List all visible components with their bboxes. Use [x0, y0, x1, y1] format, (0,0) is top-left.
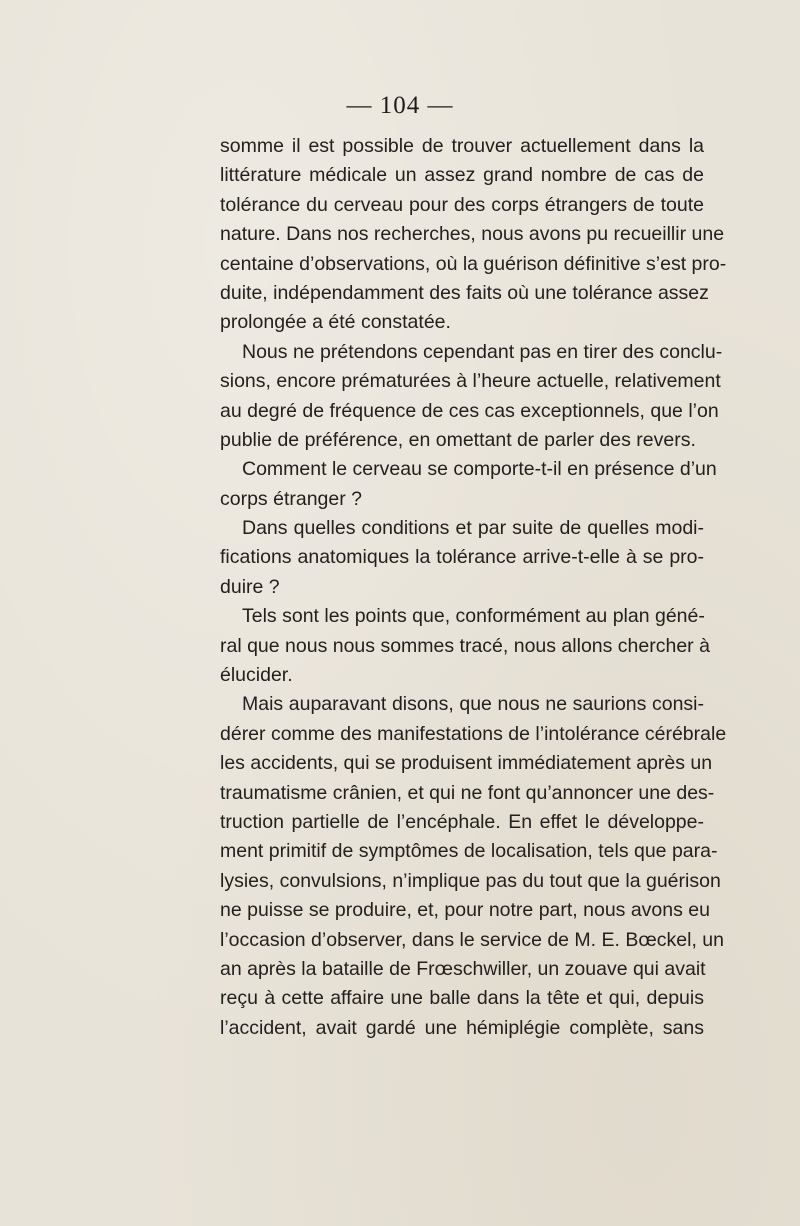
- text-line: nature. Dans nos recherches, nous avons pu recueillir une: [220, 223, 725, 246]
- text-line: tolérance du cerveau pour des corps étrangers de toute: [220, 193, 704, 216]
- text-line: truction partielle de l’encéphale. En effet le développe-: [220, 810, 704, 833]
- text-line: ne puisse se produire, et, pour notre part, nous avons eu: [220, 899, 710, 922]
- paragraph-start-line: Comment le cerveau se comporte-t-il en présence d’un: [242, 458, 717, 481]
- text-line: dérer comme des manifestations de l’intolérance cérébrale: [220, 722, 727, 745]
- page-number: — 104 —: [346, 92, 454, 119]
- body-text: [220, 132, 727, 1043]
- text-line: centaine d’observations, où la guérison définitive s’est pro-: [220, 252, 727, 275]
- text-line: l’occasion d’observer, dans le service de M. E. Bœckel, un: [220, 928, 724, 951]
- text-line: corps étranger ?: [220, 487, 362, 510]
- text-line: reçu à cette affaire une balle dans la tête et qui, depuis: [220, 987, 704, 1010]
- text-line: duite, indépendamment des faits où une tolérance assez: [220, 281, 709, 304]
- text-line: l’accident, avait gardé une hémiplégie complète, sans: [220, 1016, 704, 1039]
- text-line: lysies, convulsions, n’implique pas du tout que la guérison: [220, 869, 721, 892]
- text-line: littérature médicale un assez grand nombre de cas de: [220, 164, 704, 187]
- text-line: les accidents, qui se produisent immédiatement après un: [220, 752, 713, 775]
- text-line: fications anatomiques la tolérance arrive-t-elle à se pro-: [220, 546, 704, 569]
- text-line: prolongée a été constatée.: [220, 311, 451, 334]
- text-line: au degré de fréquence de ces cas exceptionnels, que l’on: [220, 399, 719, 422]
- text-line: somme il est possible de trouver actuellement dans la: [220, 135, 704, 157]
- text-line: publie de préférence, en omettant de parler des revers.: [220, 428, 696, 451]
- text-line: ment primitif de symptômes de localisation, tels que para-: [220, 840, 718, 863]
- paragraph-start-line: Dans quelles conditions et par suite de quelles modi-: [242, 517, 704, 540]
- text-line: an après la bataille de Frœschwiller, un zouave qui avait: [220, 957, 706, 980]
- text-line: sions, encore prématurées à l’heure actuelle, relativement: [220, 370, 721, 393]
- text-line: duire ?: [220, 575, 280, 598]
- paragraph-start-line: Nous ne prétendons cependant pas en tirer des conclu-: [242, 340, 723, 363]
- paragraph-start-line: Tels sont les points que, conformément au plan géné-: [242, 605, 705, 628]
- paragraph-start-line: Mais auparavant disons, que nous ne saurions consi-: [242, 693, 704, 716]
- text-line: traumatisme crânien, et qui ne font qu’annoncer une des-: [220, 781, 715, 804]
- text-line: ral que nous nous sommes tracé, nous allons chercher à: [220, 634, 710, 657]
- text-line: élucider.: [220, 664, 293, 687]
